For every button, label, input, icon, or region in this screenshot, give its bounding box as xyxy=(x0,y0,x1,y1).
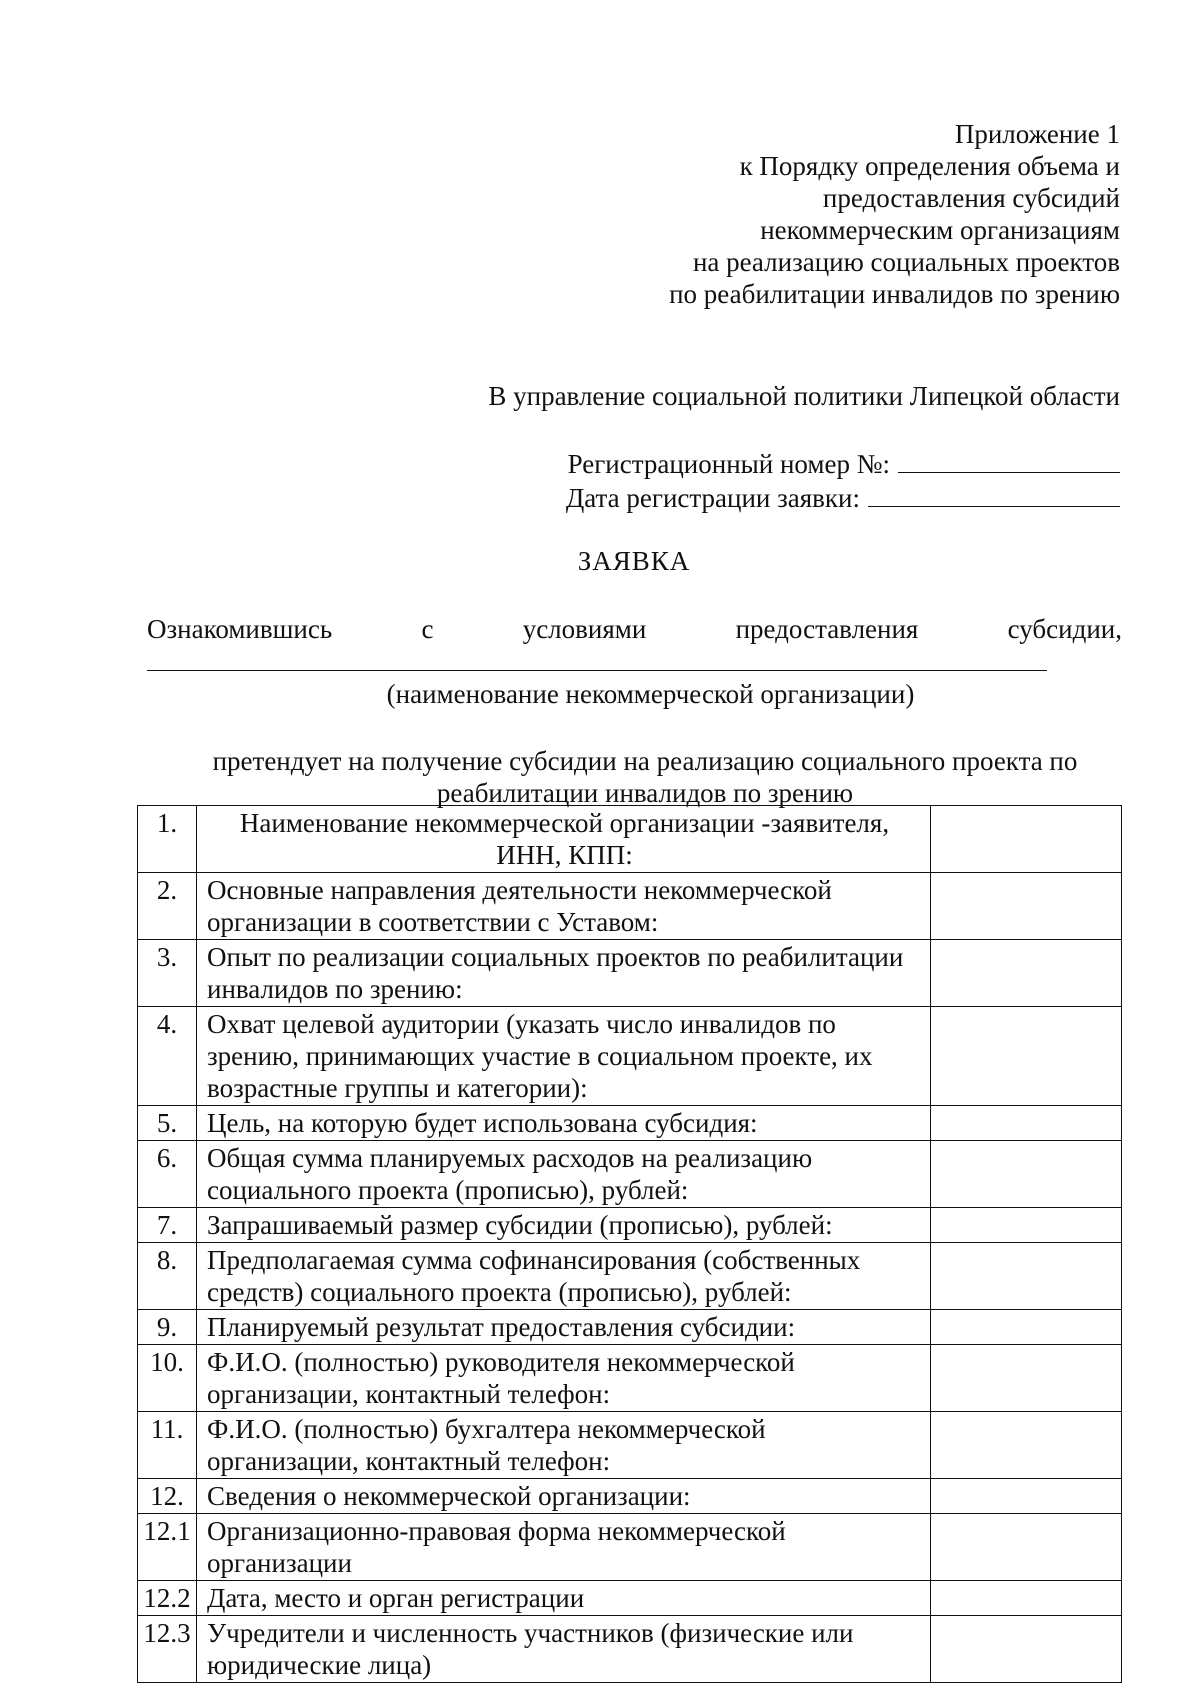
intro-line xyxy=(147,613,1122,645)
table-row xyxy=(138,1106,1122,1141)
row-value-field[interactable] xyxy=(931,1106,1122,1141)
row-label: Цель, на которую будет использована субсидия: xyxy=(197,1106,931,1141)
row-value-field[interactable] xyxy=(931,806,1122,873)
row-number: 12.1 xyxy=(138,1514,197,1581)
table-row xyxy=(138,873,1122,940)
row-number: 12. xyxy=(138,1479,197,1514)
claim-line: реабилитации инвалидов по зрению xyxy=(436,778,854,808)
row-value-field[interactable] xyxy=(931,1514,1122,1581)
row-label: Общая сумма планируемых расходов на реализацию социального проекта (прописью), рублей: xyxy=(197,1141,931,1208)
table-row xyxy=(138,1345,1122,1412)
registration-number-field[interactable] xyxy=(898,446,1120,473)
row-value-field[interactable] xyxy=(931,1007,1122,1106)
registration-number-row xyxy=(566,446,1120,480)
row-number: 8. xyxy=(138,1243,197,1310)
table-row xyxy=(138,1208,1122,1243)
row-label: Запрашиваемый размер субсидии (прописью), рублей: xyxy=(197,1208,931,1243)
application-table-body xyxy=(138,806,1122,1683)
row-value-field[interactable] xyxy=(931,1616,1122,1683)
row-number: 2. xyxy=(138,873,197,940)
row-number: 10. xyxy=(138,1345,197,1412)
row-value-field[interactable] xyxy=(931,1141,1122,1208)
table-row xyxy=(138,806,1122,873)
table-row xyxy=(138,1412,1122,1479)
row-value-field[interactable] xyxy=(931,873,1122,940)
row-label: Учредители и численность участников (физические или юридические лица) xyxy=(197,1616,931,1683)
document-title: ЗАЯВКА xyxy=(577,546,691,576)
registration-date-field[interactable] xyxy=(868,480,1120,507)
intro-word: с xyxy=(421,614,434,644)
row-value-field[interactable] xyxy=(931,1479,1122,1514)
row-label: Ф.И.О. (полностью) руководителя некоммерческой организации, контактный телефон: xyxy=(197,1345,931,1412)
organization-name-field[interactable] xyxy=(147,670,1047,671)
registration-number-label: Регистрационный номер №: xyxy=(567,449,890,479)
appendix-header xyxy=(669,118,1120,310)
appendix-line: Приложение 1 xyxy=(954,119,1120,149)
table-row xyxy=(138,1479,1122,1514)
row-value-field[interactable] xyxy=(931,1243,1122,1310)
appendix-line: по реабилитации инвалидов по зрению xyxy=(669,279,1120,309)
row-label: Опыт по реализации социальных проектов по реабилитации инвалидов по зрению: xyxy=(197,940,931,1007)
row-number: 12.2 xyxy=(138,1581,197,1616)
table-row xyxy=(138,1310,1122,1345)
row-label: Сведения о некоммерческой организации: xyxy=(197,1479,931,1514)
claim-text xyxy=(160,745,1130,809)
table-row xyxy=(138,1141,1122,1208)
appendix-line: некоммерческим организациям xyxy=(760,215,1120,245)
row-number: 6. xyxy=(138,1141,197,1208)
intro-word: условиями xyxy=(522,614,647,644)
registration-date-label: Дата регистрации заявки: xyxy=(565,483,860,513)
table-row xyxy=(138,1243,1122,1310)
row-label: Основные направления деятельности некоммерческой организации в соответствии с Уставом: xyxy=(197,873,931,940)
intro-word: Ознакомившись xyxy=(147,614,333,644)
row-number: 12.3 xyxy=(138,1616,197,1683)
row-number: 9. xyxy=(138,1310,197,1345)
table-row xyxy=(138,1514,1122,1581)
table-row xyxy=(138,940,1122,1007)
row-number: 5. xyxy=(138,1106,197,1141)
row-number: 1. xyxy=(138,806,197,873)
row-number: 4. xyxy=(138,1007,197,1106)
registration-block xyxy=(566,446,1120,514)
row-label: Дата, место и орган регистрации xyxy=(197,1581,931,1616)
row-value-field[interactable] xyxy=(931,940,1122,1007)
organization-name-caption: (наименование некоммерческой организации) xyxy=(386,679,915,709)
row-value-field[interactable] xyxy=(931,1412,1122,1479)
row-value-field[interactable] xyxy=(931,1345,1122,1412)
row-label: Наименование некоммерческой организации -заявителя, ИНН, КПП: xyxy=(197,806,931,873)
row-value-field[interactable] xyxy=(931,1581,1122,1616)
row-number: 3. xyxy=(138,940,197,1007)
intro-word: субсидии, xyxy=(1007,614,1122,644)
row-number: 11. xyxy=(138,1412,197,1479)
row-label: Предполагаемая сумма софинансирования (собственных средств) социального проекта (прописью), рублей: xyxy=(197,1243,931,1310)
intro-word: предоставления xyxy=(735,614,919,644)
table-row xyxy=(138,1581,1122,1616)
row-label: Планируемый результат предоставления субсидии: xyxy=(197,1310,931,1345)
application-table xyxy=(137,805,1122,1683)
claim-line: претендует на получение субсидии на реализацию социального проекта по xyxy=(212,746,1078,776)
row-value-field[interactable] xyxy=(931,1310,1122,1345)
row-value-field[interactable] xyxy=(931,1208,1122,1243)
table-row xyxy=(138,1616,1122,1683)
table-row xyxy=(138,1007,1122,1106)
recipient-line: В управление социальной политики Липецкой области xyxy=(488,381,1120,411)
appendix-line: на реализацию социальных проектов xyxy=(692,247,1120,277)
row-label: Охват целевой аудитории (указать число инвалидов по зрению, принимающих участие в социальном проекте, их возрастные группы и категории): xyxy=(197,1007,931,1106)
registration-date-row xyxy=(566,480,1120,514)
row-label: Ф.И.О. (полностью) бухгалтера некоммерческой организации, контактный телефон: xyxy=(197,1412,931,1479)
row-label: Организационно-правовая форма некоммерческой организации xyxy=(197,1514,931,1581)
appendix-line: к Порядку определения объема и xyxy=(739,151,1120,181)
appendix-line: предоставления субсидий xyxy=(822,183,1120,213)
row-number: 7. xyxy=(138,1208,197,1243)
